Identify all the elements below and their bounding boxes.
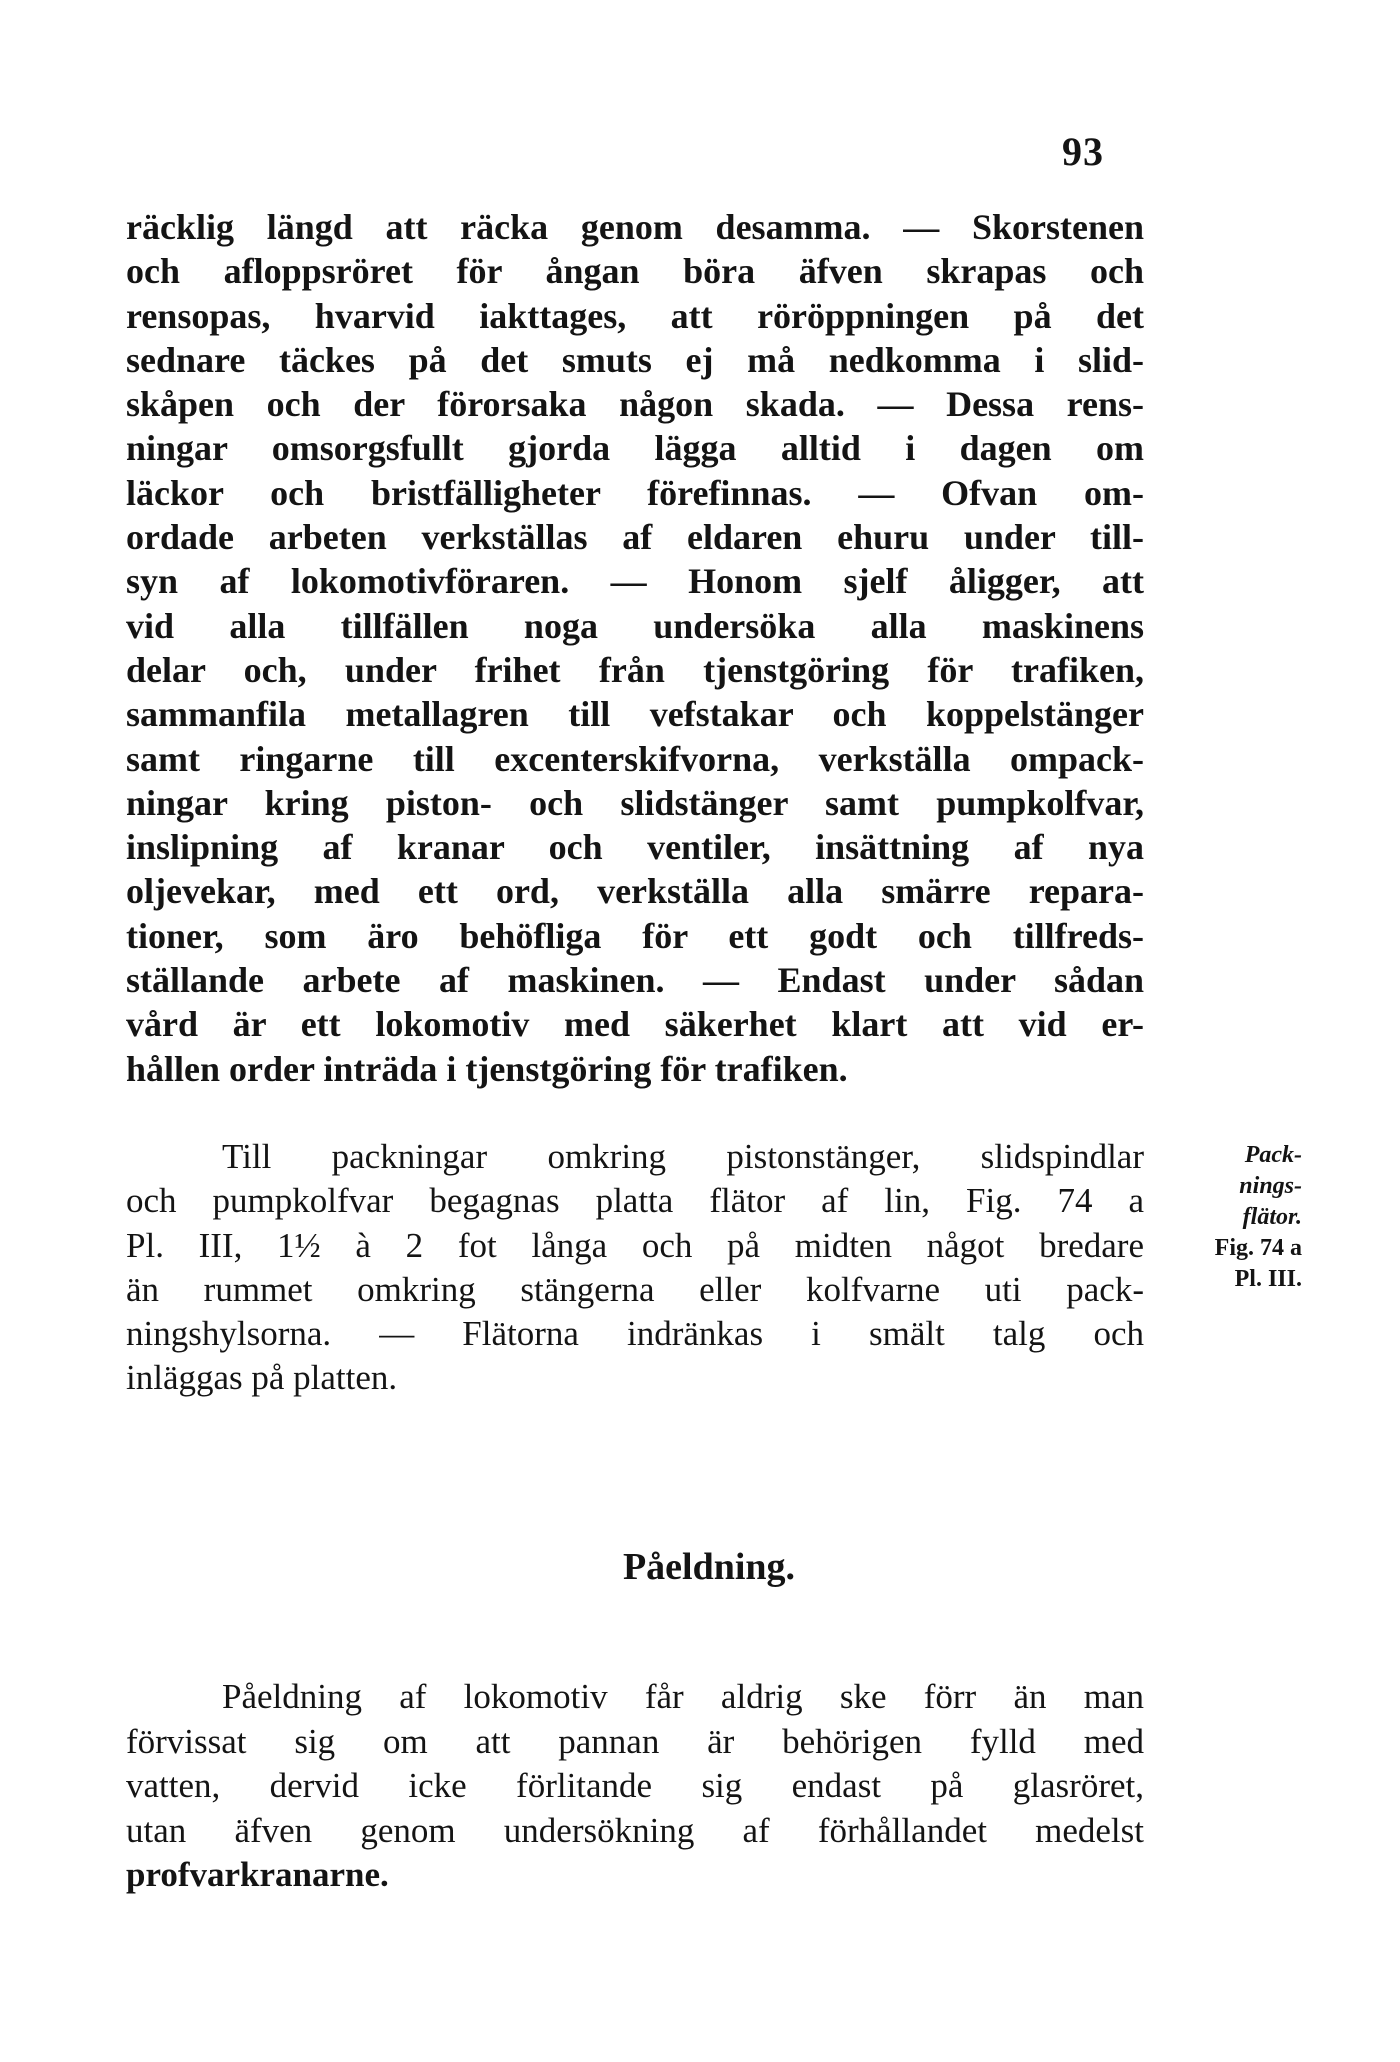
text-line: vid alla tillfällen noga undersöka alla maskinens <box>126 605 1144 646</box>
text-line: tioner, som äro behöfliga för ett godt och tillfreds- <box>126 915 1144 956</box>
text-line: inläggas på platten. <box>126 1358 398 1398</box>
text-line: ordade arbeten verkställas af eldaren ehuru under till- <box>126 517 1144 558</box>
page-number: 93 <box>1062 129 1104 174</box>
margin-note-line: Pl. III. <box>1234 1266 1302 1292</box>
text-line: räcklig längd att räcka genom desamma. — Skorstenen <box>126 207 1144 247</box>
margin-note-line: Fig. 74 a <box>1214 1235 1302 1261</box>
text-line: ställande arbete af maskinen. — Endast under sådan <box>126 960 1144 1001</box>
text-line: ningshylsorna. — Flätorna indränkas i smält talg och <box>126 1314 1144 1354</box>
text-line: Till packningar omkring pistonstänger, slidspindlar <box>222 1137 1144 1176</box>
text-line: ningar omsorgsfullt gjorda lägga alltid i dagen om <box>126 428 1144 469</box>
text-line: rensopas, hvarvid iakttages, att röröppningen på det <box>126 295 1144 336</box>
paragraph-firing <box>126 1675 1144 1898</box>
text-line: inslipning af kranar och ventiler, insättning af nya <box>126 827 1144 868</box>
text-line: profvarkranarne. <box>126 1855 389 1894</box>
text-line: skåpen och der förorsaka någon skada. — Dessa rens- <box>126 384 1144 425</box>
margin-note <box>1172 1140 1302 1295</box>
text-line: oljevekar, med ett ord, verkställa alla smärre repara- <box>126 871 1144 912</box>
text-line: hållen order inträda i tjenstgöring för trafiken. <box>126 1048 848 1089</box>
text-line: än rummet omkring stängerna eller kolfvarne uti pack- <box>126 1269 1144 1309</box>
paragraph-packing <box>126 1135 1144 1401</box>
text-line: utan äfven genom undersökning af förhållandet medelst <box>126 1810 1144 1850</box>
text-line: Påeldning af lokomotiv får aldrig ske förr än man <box>222 1677 1144 1716</box>
text-line: delar och, under frihet från tjenstgöring för trafiken, <box>126 649 1144 690</box>
paragraph-maintenance <box>126 205 1144 1091</box>
text-line: syn af lokomotivföraren. — Honom sjelf åligger, att <box>126 561 1144 602</box>
text-line: vård är ett lokomotiv med säkerhet klart att vid er- <box>126 1004 1144 1045</box>
section-heading: Påeldning. <box>622 1546 796 1588</box>
margin-note-line: nings- <box>1239 1173 1302 1199</box>
text-line: samt ringarne till excenterskifvorna, verkställa ompack- <box>126 738 1144 779</box>
margin-note-line: flätor. <box>1242 1204 1302 1230</box>
text-line: och pumpkolfvar begagnas platta flätor af lin, Fig. 74 a <box>126 1181 1144 1221</box>
text-line: läckor och bristfälligheter förefinnas. — Ofvan om- <box>126 472 1144 513</box>
text-line: förvissat sig om att pannan är behörigen fylld med <box>126 1721 1144 1761</box>
text-line: och afloppsröret för ångan böra äfven skrapas och <box>126 251 1144 292</box>
text-line: sammanfila metallagren till vefstakar och koppelstänger <box>126 694 1144 735</box>
text-line: Pl. III, 1½ à 2 fot långa och på midten något bredare <box>126 1225 1144 1265</box>
text-line: ningar kring piston- och slidstänger samt pumpkolfvar, <box>126 782 1144 823</box>
text-line: vatten, dervid icke förlitande sig endast på glasröret, <box>126 1766 1144 1805</box>
text-line: sednare täckes på det smuts ej må nedkomma i slid- <box>126 339 1144 380</box>
margin-note-line: Pack- <box>1244 1142 1302 1168</box>
